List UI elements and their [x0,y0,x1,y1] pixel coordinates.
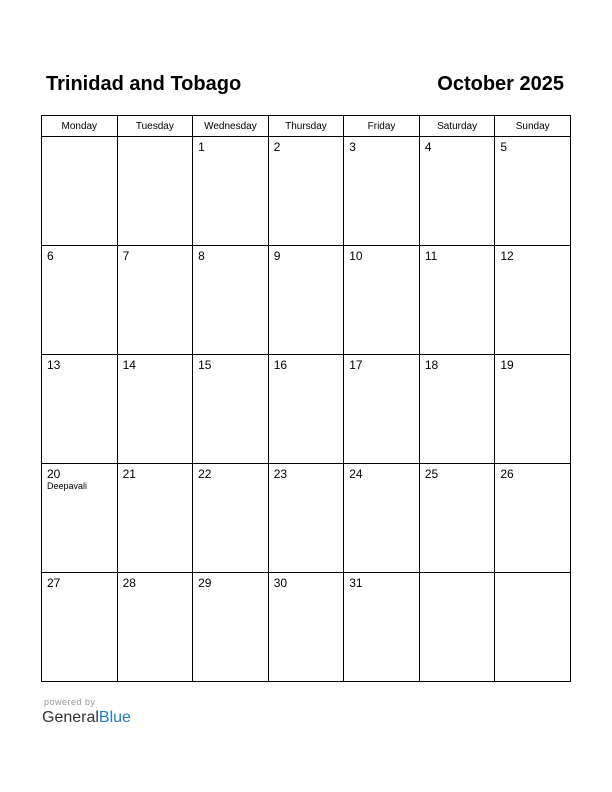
day-number [495,573,570,576]
day-cell [268,137,344,246]
day-cell [117,137,193,246]
day-cell [495,246,571,355]
weekday-header-saturday: Saturday [419,116,495,137]
day-number: 29 [198,576,212,590]
weekday-header-thursday: Thursday [268,116,344,137]
generalblue-logo[interactable] [42,709,131,727]
day-cell [117,464,193,573]
day-number: 5 [500,140,508,154]
day-cell [42,246,118,355]
day-cell [193,246,269,355]
calendar-grid [41,115,571,682]
day-number: 12 [500,249,514,263]
day-number [420,573,495,576]
day-cell [268,573,344,682]
day-cell [419,464,495,573]
day-number: 14 [122,358,136,372]
day-cell [268,246,344,355]
day-number: 20 [47,467,61,481]
day-number: 3 [349,140,356,154]
day-number: 30 [273,576,288,590]
day-cell [495,464,571,573]
day-cell [419,246,495,355]
day-number: 15 [198,358,212,372]
weekday-header-monday: Monday [42,116,118,137]
day-number: 21 [122,467,136,481]
day-cell [495,573,571,682]
day-number: 4 [424,140,432,154]
day-cell [344,246,420,355]
day-cell [42,464,118,573]
week-row-2 [42,246,571,355]
day-cell [42,355,118,464]
day-number: 19 [500,358,514,372]
day-number: 25 [424,467,439,481]
weekday-header-wednesday: Wednesday [193,116,269,137]
day-cell [344,355,420,464]
day-cell [117,246,193,355]
day-number: 8 [198,249,205,263]
week-row-1 [42,137,571,246]
day-number: 26 [500,467,514,481]
week-row-4 [42,464,571,573]
day-number: 17 [349,358,363,372]
day-number [42,137,117,140]
day-cell [495,137,571,246]
day-cell [193,573,269,682]
weekday-header-row [42,116,571,137]
day-cell [419,355,495,464]
day-number: 2 [273,140,281,154]
day-cell [42,137,118,246]
day-cell [495,355,571,464]
weekday-header-tuesday: Tuesday [117,116,193,137]
day-number: 11 [424,249,438,263]
day-number: 16 [273,358,288,372]
day-number: 13 [47,358,61,372]
day-number: 24 [349,467,363,481]
day-cell [42,573,118,682]
day-cell [193,137,269,246]
day-cell [344,464,420,573]
day-cell [193,355,269,464]
day-number: 22 [198,467,212,481]
day-cell [344,573,420,682]
day-cell [419,573,495,682]
week-row-5 [42,573,571,682]
day-cell [193,464,269,573]
holiday-label: Deepavali [47,481,88,491]
day-number: 31 [349,576,363,590]
day-number: 18 [424,358,439,372]
day-cell [419,137,495,246]
day-number: 9 [273,249,281,263]
day-number: 27 [47,576,61,590]
day-number: 10 [349,249,363,263]
day-number [118,137,193,140]
day-cell [268,464,344,573]
day-cell [344,137,420,246]
brand-general-text: General [42,709,99,726]
brand-blue-text: Blue [98,709,131,726]
day-number: 7 [122,249,130,263]
day-number: 6 [47,249,54,263]
country-title: Trinidad and Tobago [46,73,242,95]
powered-by-label: powered by [44,697,96,707]
day-number: 28 [122,576,136,590]
day-number: 23 [273,467,288,481]
weekday-header-friday: Friday [344,116,420,137]
day-cell [117,573,193,682]
day-cell [117,355,193,464]
weekday-header-sunday: Sunday [495,116,571,137]
month-year-title: October 2025 [437,73,564,95]
week-row-3 [42,355,571,464]
day-cell [268,355,344,464]
day-number: 1 [198,140,205,154]
